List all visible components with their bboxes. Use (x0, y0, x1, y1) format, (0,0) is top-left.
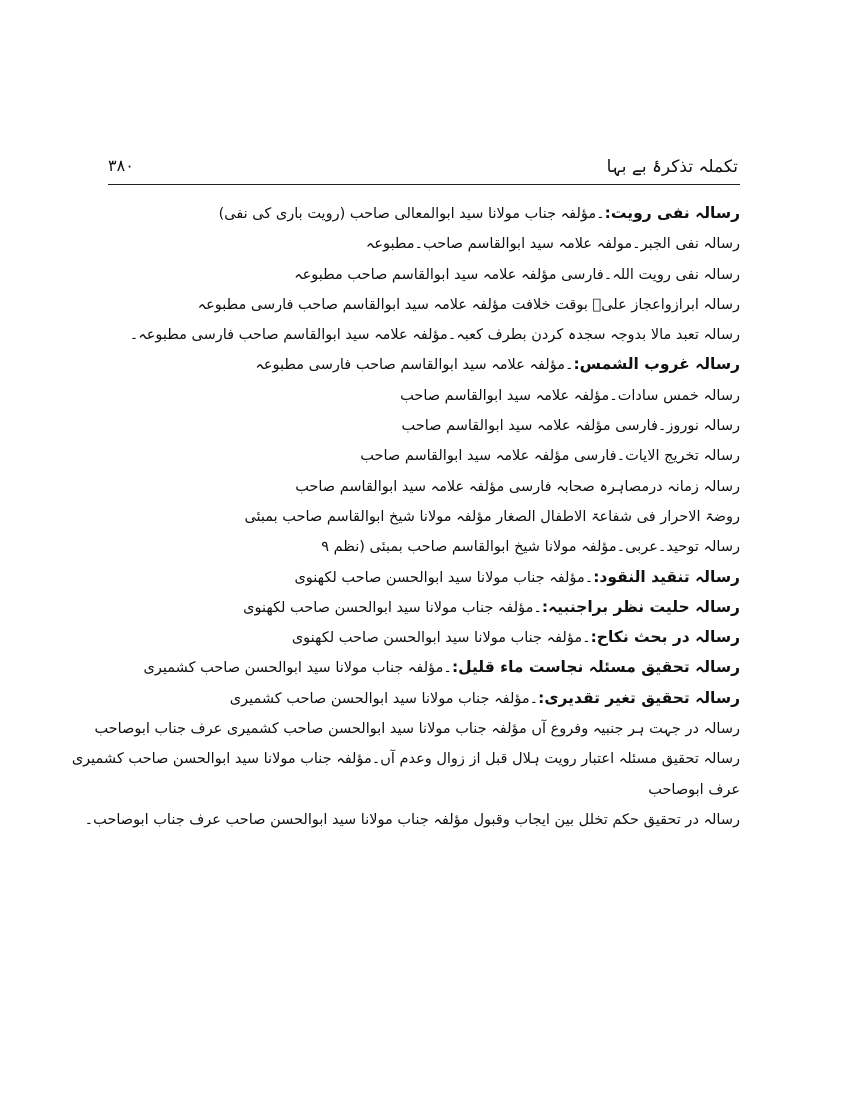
entry-bold-title: رسالہ تنقید النقود: (593, 567, 740, 586)
entry-text: روضۃ الاحرار فی شفاعۃ الاطفال الصغار مؤلفہ مولانا شیخ ابوالقاسم صاحب بمبئی (244, 508, 740, 525)
entry-text: رسالہ نفی رویت اللہ۔فارسی مؤلفہ علامہ سید ابوالقاسم صاحب مطبوعہ (294, 266, 740, 283)
entry-bold-title: رسالہ نفی رویت: (604, 204, 740, 222)
entry-text: رسالہ توحید۔عربی۔مؤلفہ مولانا شیخ ابوالقاسم صاحب بمبئی (نظم ۹ (321, 539, 740, 556)
entry-text: رسالہ تعبد مالا بدوجہ سجدہ کردن بطرف کعبہ۔مؤلفہ علامہ سید ابوالقاسم صاحب فارسی مطبوعہ۔ (129, 327, 740, 344)
entry-line (100, 380, 740, 410)
entry-bold-title: رسالہ غروب الشمس: (573, 355, 740, 374)
entry-text: ۔مؤلفہ جناب مولانا سید ابوالحسن صاحب لکھنوی (294, 569, 594, 586)
entry-text: ۔مؤلفہ جناب مولانا سید ابوالحسن صاحب لکھنوی (291, 630, 591, 647)
entry-text: رسالہ خمس سادات۔مؤلفہ علامہ سید ابوالقاسم صاحب (400, 387, 740, 404)
entry-line (100, 471, 740, 501)
entry-line (100, 531, 740, 561)
entry-line (100, 259, 740, 289)
entry-text: ۔مؤلفہ علامہ سید ابوالقاسم صاحب فارسی مطبوعہ (255, 357, 574, 374)
entry-text: ۔مؤلفہ جناب مولانا سید ابوالحسن صاحب کشمیری (143, 660, 452, 677)
entry-line (100, 622, 740, 652)
page-number: ۳۸۰ (108, 156, 134, 175)
entry-bold-title: رسالہ تحقیق تغیر تقدیری: (538, 688, 740, 707)
entry-bold-title: رسالہ در بحث نکاح: (590, 628, 740, 647)
entry-text: رسالہ در تحقیق حکم تخلل بین ایجاب وقبول مؤلفہ جناب مولانا سید ابوالحسن صاحب عرف جناب ابوصاحب۔ (84, 811, 740, 828)
entry-line (100, 774, 740, 804)
entry-line (100, 349, 740, 379)
entry-text: رسالہ نوروز۔فارسی مؤلفہ علامہ سید ابوالقاسم صاحب (401, 418, 740, 435)
entry-line (100, 501, 740, 531)
entry-list (71, 198, 740, 1018)
entry-text: ۔مؤلفہ جناب مولانا سید ابوالمعالی صاحب (رویت باری کی نفی) (218, 206, 605, 222)
entry-line (100, 289, 740, 319)
entry-text: ۔مؤلفہ جناب مولانا سید ابوالحسن صاحب لکھنوی (243, 599, 542, 616)
entry-line (100, 410, 740, 440)
entry-text: رسالہ تحقیق مسئلہ اعتبار رویت ہلال قبل از زوال وعدم آں۔مؤلفہ جناب مولانا سید ابوالحسن صاحب کشمیری (71, 751, 740, 768)
entry-bold-title: رسالہ تحقیق مسئلہ نجاست ماء قلیل: (451, 658, 740, 677)
entry-text: رسالہ تخریج الایات۔فارسی مؤلفہ علامہ سید ابوالقاسم صاحب (360, 448, 740, 465)
entry-line (71, 743, 740, 773)
entry-line (100, 198, 740, 228)
entry-line (100, 228, 740, 258)
entry-line (94, 713, 740, 743)
entry-text: رسالہ زمانہ درمصاہرہ صحابہ فارسی مؤلفہ علامہ سید ابوالقاسم صاحب (295, 478, 740, 495)
entry-line (100, 562, 740, 592)
entry-line (84, 804, 740, 834)
entry-line (100, 440, 740, 470)
entry-line (100, 592, 740, 622)
entry-line (100, 319, 740, 349)
entry-text: ۔مؤلفہ جناب مولانا سید ابوالحسن صاحب کشمیری (229, 690, 539, 707)
entry-bold-title: رسالہ حلیت نظر براجنبیہ: (541, 597, 740, 616)
entry-text: رسالہ نفی الجبر۔مولفہ علامہ سید ابوالقاسم صاحب۔مطبوعہ (365, 236, 740, 253)
entry-text: عرف ابوصاحب (648, 781, 740, 798)
page-header (108, 156, 738, 182)
entry-text: رسالہ ابرازواعجاز علیؑ بوقت خلافت مؤلفہ علامہ سید ابوالقاسم صاحب فارسی مطبوعہ (197, 296, 740, 313)
header-divider (108, 184, 740, 185)
entry-text: رسالہ در جہت ہر جنبیہ وفروع آں مؤلفہ جناب مولانا سید ابوالحسن صاحب کشمیری عرف جناب ابوصاحب (94, 721, 740, 738)
entry-line (100, 683, 740, 713)
entry-line (100, 652, 740, 682)
header-title: تکملہ تذکرۂ بے بہا (606, 157, 738, 177)
